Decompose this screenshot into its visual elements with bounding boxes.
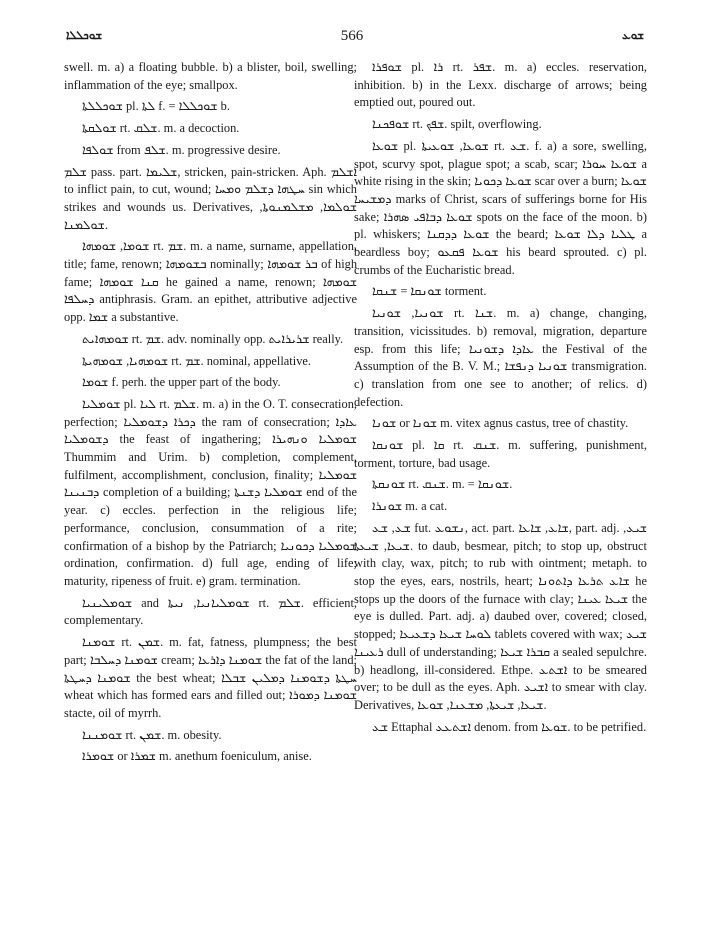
dictionary-entry bbox=[354, 116, 647, 134]
dictionary-entry bbox=[64, 59, 357, 94]
entry-text: ܫܘܠܦܐ from ܫܠܦ. m. progressive desire. bbox=[82, 142, 281, 157]
dictionary-entry bbox=[354, 719, 647, 737]
dictionary-entry bbox=[354, 305, 647, 411]
entry-text: ܫܘܥܐ pl. ܫܘܥܐ, ܫܘܥܝܬܐ rt. ܫܥ. f. a) a sore, swelling, spot, scurvy spot, plague spot; a scab, scar; ܫܘܥܐ ܚܘܪܐ a white rising in the skin; ܫܘܥܐ ܕܟܘܝܐ scar over a burn; ܫܘܥܐ ܕܡܫܝܚܐ marks of Christ, scars of sufferings borne for His sake; ܫܘܥܐ ܕܒܐܦܝ ܣܗܪܐ spots on the face of the moon. b) pl. whiskers; ܫܘܥܐ ܕܕܩܢܐ the beard; ܛܠܝܐ ܕܠܐ ܫܘܥܐ a beardless boy; ܫܘܥܐ ܦܩܥܘ his beard sprouted. c) pl. crumbs of the Eucharistic bread. bbox=[354, 138, 648, 277]
dictionary-entry bbox=[64, 396, 357, 591]
dictionary-entry bbox=[64, 331, 357, 349]
entry-text: ܫܘܦܪܐ pl. ܪܐ rt. ܫܦܪ. m. a) eccles. reservation, inhibition. b) in the Lexx. discharge of arrows; being emptied out, poured out. bbox=[354, 60, 647, 110]
entry-text: ܫܘܡܠܝܢܝܐ and ܫܘܡܠܝܐܢܝܐ, ܢܝܬܐ rt. ܫܠܡ. efficient, complementary. bbox=[64, 595, 358, 628]
dictionary-entry bbox=[354, 283, 647, 301]
dictionary-entry bbox=[354, 520, 647, 715]
entry-text: ܫܥ Ettaphal ܐܫܬܥܥ denom. from ܫܘܥܐ. to be petrified. bbox=[372, 719, 647, 734]
entry-text: ܫܘܢܝܐ, ܫܘܢܝܐ rt. ܫܢܐ. m. a) change, changing, transition, vicissitudes. b) removal, migration, departure esp. from this life; ܥܐܕܐ ܕܫܘܢܝܐ the Festival of the Assumption of the B. V. M.; ܫܘܢܝܐ ܕܢܦܫܐ transmigration. c) translation from one see to another; of relics. d) defection. bbox=[354, 306, 647, 409]
running-head-left: ܫܘܟܠܠܐ bbox=[66, 28, 103, 42]
entry-text: ܫܘܡܗܝܐ, ܫܘܡܗܝܬܐ rt. ܫܡ. nominal, appellative. bbox=[82, 353, 311, 368]
entry-text: ܫܘܡܪܐ or ܫܡܪܐ m. anethum foeniculum, anise. bbox=[82, 749, 312, 764]
right-column bbox=[354, 59, 647, 740]
dictionary-entry bbox=[64, 634, 357, 723]
entry-text: ܫܘܢܪܐ m. a cat. bbox=[372, 499, 448, 514]
dictionary-entry bbox=[64, 727, 357, 745]
dictionary-entry bbox=[64, 353, 357, 371]
dictionary-entry bbox=[354, 138, 647, 280]
entry-text: ܫܘܢܩܐ pl. ܩܐ rt. ܫܢܩ. m. suffering, punishment, torment, torture, bad usage. bbox=[354, 438, 647, 470]
dictionary-entry bbox=[64, 142, 357, 160]
entry-text: ܫܘܠܩܬܐ rt. ܫܠܩ. m. a decoction. bbox=[82, 121, 240, 136]
dictionary-entry bbox=[354, 437, 647, 472]
dictionary-entry bbox=[64, 238, 357, 327]
dictionary-entry bbox=[354, 59, 647, 112]
running-head-right: ܫܘܥ bbox=[621, 28, 644, 42]
page-header bbox=[0, 0, 704, 44]
entry-text: ܫܥ, ܫܥ fut. ܢܫܘܥ, act. part. ܫܐܥ, ܫܐܥܐ, part. adj. ܫܝܥ, ܫܝܥܐ, ܫܝܥܬܐ. to daub, besmear, pitch; to stop up, obstruct with clay, wax, pitch; to rub with ointment; metaph. to stop the eyes, ears, nostrils, heart; ܫܐܥ ܬܪܥܐ ܕܐܬܘܢܐ he stops up the doors of the furnace with clay; ܫܝܥܐ ܥܝܢܐ the eye is dulled. Part. adj. a) daubed over, covered; closed, stopped; ܠܘܚܐ ܫܝܥܐ ܕܫܥܝܥܐ tablets covered with wax; ܫܝܥ ܪܥܝܢܐ dull of understanding; ܩܒܪܐ ܫܝܥܐ a sealed sepulchre. b) headlong, ill-considered. Ethpe. ܐܫܬܥ to be smeared over; to be dull as the eyes. Aph. ܐܫܝܥ to smear with clay. Derivatives, ܫܝܥܐ, ܫܝܥܬܐ, ܡܫܥܢܐ, ܫܘܥܐ. bbox=[354, 520, 647, 712]
left-column bbox=[64, 59, 357, 770]
entry-text: ܫܠܡ pass. part. ܫܠܝܡܐ, stricken, pain-stricken. Aph. ܐܫܠܡ to inflict pain, to cut, wound; ܚܛܗܐ ܕܫܠܡ ܘܡܚܐ sin which strikes and wounds us. Derivatives, ܫܘܠܡܐ, ܡܫܠܡܢܘܬܐ, ܫܘܠܡܢܐ. bbox=[64, 164, 358, 232]
entry-text: ܫܘܡܗܐܝܬ rt. ܫܡ. adv. nominally opp. ܫܪܝܪܐܝܬ really. bbox=[82, 331, 344, 346]
dictionary-entry bbox=[354, 415, 647, 433]
dictionary-entry bbox=[64, 595, 357, 630]
page-number: 566 bbox=[340, 28, 364, 44]
entry-text: ܫܘܡܐ f. perh. the upper part of the body. bbox=[82, 375, 281, 390]
dictionary-entry bbox=[64, 98, 357, 116]
entry-text: ܫܘܡܠܝܐ pl. ܠܝܐ rt. ܫܠܡ. m. a) in the O. T. consecration, perfection; ܕܟܪܐ ܕܫܘܡܠܝܐ the ram of consecration; ܥܐܕܐ ܕܫܘܡܠܝܐ the feast of ingathering; ܫܘܡܠܝܐ ܘܢܗܝܪܐ Thummim and Urim. b) completion, complement, fulfilment, accomplishment, conclusion, finality; ܫܘܡܠܝܐ ܕܒܢܝܢܐ completion of a building; ܫܘܡܠܝܐ ܕܫܢܬܐ end of the year. c) eccles. perfection in the religious life; performance, conclusion, consummation of a rite; confirmation of a bishop by the Patriarch; ܫܘܡܠܝܐ ܕܟܘܢܝܐ ordination, confirmation. d) full age, ending of life; maturity, ripeness of fruit. e) gram. termination. bbox=[64, 396, 357, 588]
entry-text: ܫܘܢܩܐ = ܫܢܩܐ torment. bbox=[372, 284, 487, 299]
dictionary-entry bbox=[354, 498, 647, 516]
dictionary-entry bbox=[64, 374, 357, 392]
dictionary-entry bbox=[354, 476, 647, 494]
entry-text: ܫܘܟܠܠܬܐ pl. ܠܬܐ f. = ܫܘܟܠܠܐ b. bbox=[82, 99, 230, 114]
entry-text: ܫܘܡܐ, ܫܘܡܗܐ rt. ܫܡ. m. a name, surname, appellation, title; fame, renown; ܒܫܘܡܗܐ nominally; ܒܪ ܫܘܡܗܐ of high fame; ܩܢܐ ܫܘܡܗܐ he gained a name, renown; ܫܘܡܗܐ ܕܚܠܦܐ antiphrasis. Gram. an epithet, attributive adjective opp. ܫܡܐ a substantive. bbox=[64, 239, 358, 325]
entry-text: ܫܘܡܢܢܐ rt. ܫܡܢ. m. obesity. bbox=[82, 727, 222, 742]
dictionary-entry bbox=[64, 120, 357, 138]
entry-text: swell. m. a) a floating bubble. b) a blister, boil, swelling; inflammation of the eye; smallpox. bbox=[64, 60, 357, 92]
entry-text: ܫܘܢܐ or ܫܘܢܐ m. vitex agnus castus, tree of chastity. bbox=[372, 416, 629, 431]
entry-text: ܫܘܢܩܬܐ rt. ܫܢܩ. m. = ܫܘܢܩܐ. bbox=[372, 477, 513, 492]
entry-text: ܫܘܡܢܐ rt. ܫܡܢ. m. fat, fatness, plumpness; the best part; ܫܘܡܢܐ ܕܚܠܒܐ cream; ܫܘܡܢܐ ܕܐܪܥܐ the fat of the land; ܫܘܡܢܐ ܕܚܛܬܐ the best wheat; ܚܛܬܐ ܕܫܘܡܢܐ ܕܡܠܝܢ ܫܒܠܐ wheat which has formed ears and filled out; ܫܘܡܢܐ ܕܡܘܪܐ stacte, oil of myrrh. bbox=[64, 635, 357, 720]
entry-text: ܫܘܦܟܢܐ rt. ܫܦܟ. spilt, overflowing. bbox=[372, 117, 542, 132]
dictionary-entry bbox=[64, 748, 357, 766]
dictionary-entry bbox=[64, 164, 357, 235]
